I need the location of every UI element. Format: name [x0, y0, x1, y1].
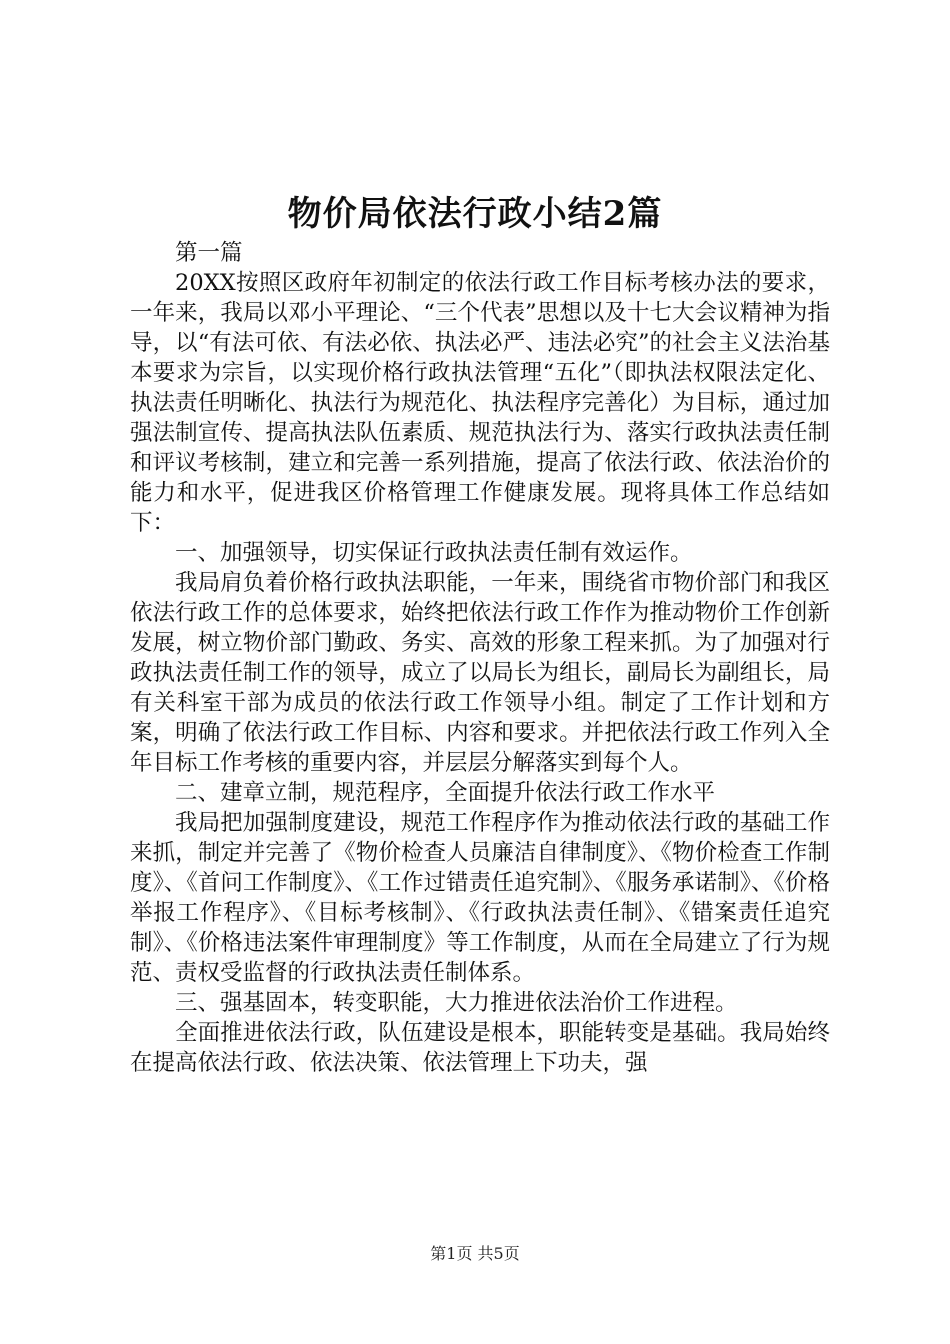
body-paragraph-1: 我局肩负着价格行政执法职能，一年来，围绕省市物价部门和我区依法行政工作的总体要求，始终把依法行政工作作为推动物价工作创新发展，树立物价部门勤政、务实、高效的形象工程来抓。为了加强对行政执法责任制工作的领导，成立了以局长为组长，副局长为副组长，局有关科室干部为成员的依法行政工作领导小组。制定了工作计划和方案，明确了依法行政工作目标、内容和要求。并把依法行政工作列入全年目标工作考核的重要内容，并层层分解落实到每个人。	[130, 570, 830, 776]
document-title: 物价局依法行政小结2篇	[287, 194, 663, 234]
document-body	[130, 238, 830, 1078]
page-footer: 第1页 共5页	[430, 1244, 520, 1263]
section-heading-1: 一、加强领导，切实保证行政执法责任制有效运作。	[175, 540, 693, 566]
intro-paragraph: 20XX按照区政府年初制定的依法行政工作目标考核办法的要求，一年来，我局以邓小平理论、“三个代表”思想以及十七大会议精神为指导，以“有法可依、有法必依、执法必严、违法必究”的社会主义法治基本要求为宗旨，以实现价格行政执法管理“五化”（即执法权限法定化、执法责任明晰化、执法行为规范化、执法程序完善化）为目标，通过加强法制宣传、提高执法队伍素质、规范执法行为、落实行政执法责任制和评议考核制，建立和完善一系列措施，提高了依法行政、依法治价的能力和水平，促进我区价格管理工作健康发展。现将具体工作总结如下：	[130, 270, 830, 536]
body-paragraph-2: 我局把加强制度建设，规范工作程序作为推动依法行政的基础工作来抓，制定并完善了《物价检查人员廉洁自律制度》、《物价检查工作制度》、《首问工作制度》、《工作过错责任追究制》、《服务承诺制》、《价格举报工作程序》、《目标考核制》、《行政执法责任制》、《错案责任追究制》、《价格违法案件审理制度》等工作制度，从而在全局建立了行为规范、责权受监督的行政执法责任制体系。	[130, 810, 830, 986]
section-label: 第一篇	[175, 240, 243, 266]
body-paragraph-3: 全面推进依法行政，队伍建设是根本，职能转变是基础。我局始终在提高依法行政、依法决策、依法管理上下功夫，强	[130, 1020, 830, 1076]
section-heading-2: 二、建章立制，规范程序，全面提升依法行政工作水平	[175, 780, 716, 806]
section-heading-3: 三、强基固本，转变职能，大力推进依法治价工作进程。	[175, 990, 738, 1016]
